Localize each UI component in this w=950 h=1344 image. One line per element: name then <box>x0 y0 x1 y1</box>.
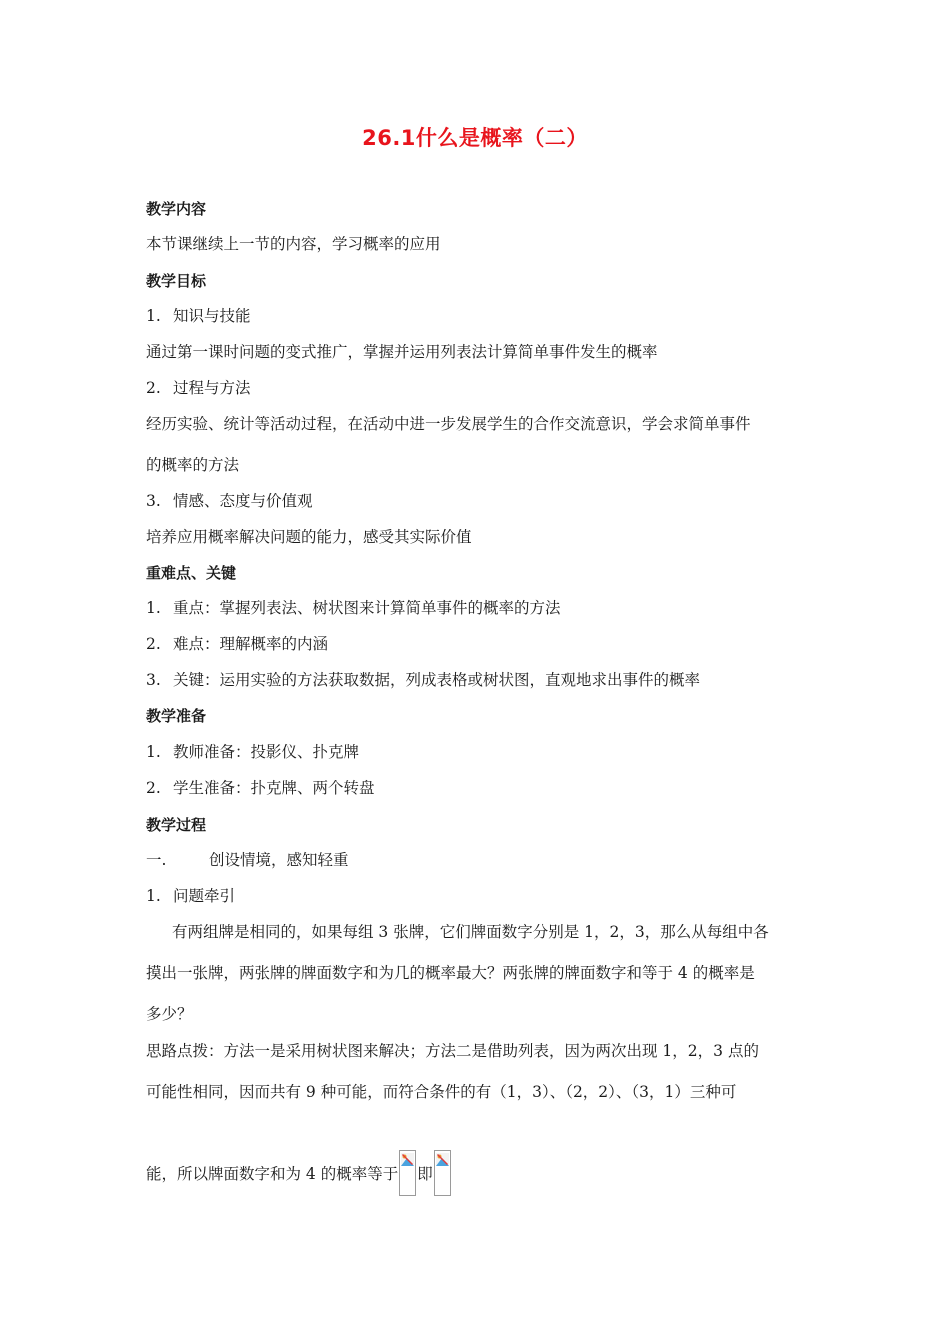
list-item-key-1 <box>146 598 561 618</box>
paragraph-goal-2-line-1: 经历实验、统计等活动过程，在活动中进一步发展学生的合作交流意识，学会求简单事件 <box>146 415 751 433</box>
paragraph-goal-2-line-2: 的概率的方法 <box>146 456 240 474</box>
list-item-text: 教师准备：投影仪、扑克牌 <box>173 743 360 761</box>
hint-text: 能，所以牌面数字和为 4 的概率等于 <box>146 1165 399 1183</box>
list-item-goal-1 <box>146 306 251 326</box>
list-item-text: 难点：理解概率的内涵 <box>173 635 329 653</box>
list-item-label: 知识与技能 <box>173 307 251 325</box>
list-item-text: 问题牵引 <box>173 887 236 905</box>
section-heading-preparation: 教学准备 <box>146 707 207 725</box>
list-number: 2. <box>146 779 161 797</box>
list-item-key-3 <box>146 670 700 690</box>
list-number: 2. <box>146 379 161 397</box>
broken-image-icon <box>399 1150 416 1196</box>
paragraph-hint-line-3 <box>146 1152 452 1198</box>
list-item-step-1 <box>146 850 349 870</box>
paragraph-content: 本节课继续上一节的内容，学习概率的应用 <box>146 235 441 253</box>
list-item-text: 学生准备：扑克牌、两个转盘 <box>173 779 375 797</box>
paragraph-goal-1: 通过第一课时问题的变式推广，掌握并运用列表法计算简单事件发生的概率 <box>146 343 658 361</box>
list-item-goal-3 <box>146 491 313 511</box>
section-heading-process: 教学过程 <box>146 816 207 834</box>
hint-text: 即 <box>417 1165 433 1183</box>
section-heading-key-points: 重难点、关键 <box>146 564 237 582</box>
list-item-key-2 <box>146 634 328 654</box>
paragraph-problem-line-3: 多少？ <box>146 1005 193 1023</box>
paragraph-problem-line-1: 有两组牌是相同的，如果每组 3 张牌，它们牌面数字分别是 1，2，3，那么从每组中各 <box>172 923 769 941</box>
list-number: 1. <box>146 887 161 905</box>
list-item-label: 过程与方法 <box>173 379 251 397</box>
section-heading-goals: 教学目标 <box>146 272 207 290</box>
paragraph-problem-line-2: 摸出一张牌，两张牌的牌面数字和为几的概率最大？两张牌的牌面数字和等于 4 的概率是 <box>146 964 755 982</box>
paragraph-hint-line-1: 思路点拨：方法一是采用树状图来解决；方法二是借助列表，因为两次出现 1，2，3 点的 <box>146 1042 759 1060</box>
list-item-text: 重点：掌握列表法、树状图来计算简单事件的概率的方法 <box>173 599 561 617</box>
paragraph-goal-3: 培养应用概率解决问题的能力，感受其实际价值 <box>146 528 472 546</box>
broken-image-icon <box>434 1150 451 1196</box>
list-item-sub-1 <box>146 886 235 906</box>
list-number: 2. <box>146 635 161 653</box>
list-number: 1. <box>146 307 161 325</box>
section-heading-content: 教学内容 <box>146 200 207 218</box>
list-item-goal-2 <box>146 378 251 398</box>
list-number: 1. <box>146 743 161 761</box>
page-title: 26.1什么是概率（二） <box>362 126 588 150</box>
list-number: 3. <box>146 492 161 510</box>
list-number: 一. <box>146 851 167 869</box>
list-item-prep-1 <box>146 742 359 762</box>
list-item-text: 创设情境，感知轻重 <box>209 851 349 869</box>
list-item-text: 关键：运用实验的方法获取数据，列成表格或树状图，直观地求出事件的概率 <box>173 671 701 689</box>
list-number: 1. <box>146 599 161 617</box>
paragraph-hint-line-2: 可能性相同，因而共有 9 种可能，而符合条件的有（1，3）、（2，2）、（3，1）三种可 <box>146 1083 737 1101</box>
list-item-prep-2 <box>146 778 375 798</box>
list-item-label: 情感、态度与价值观 <box>173 492 313 510</box>
list-number: 3. <box>146 671 161 689</box>
